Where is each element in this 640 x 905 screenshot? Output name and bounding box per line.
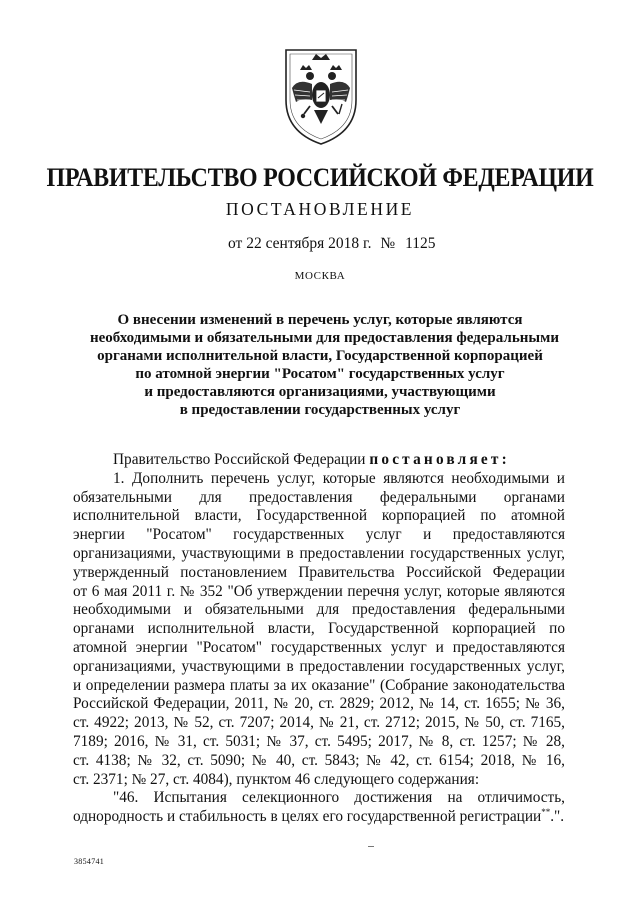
- government-name: ПРАВИТЕЛЬСТВО РОССИЙСКОЙ ФЕДЕРАЦИИ: [46, 163, 594, 192]
- body-line: организациями, участвующими в предоставлении государственных услуг,: [73, 657, 565, 675]
- title-line: органами исполнительной власти, Государственной корпорацией: [97, 348, 543, 364]
- body-line-final: [73, 808, 565, 827]
- body-line: 7189; 2016, № 31, ст. 5031; № 37, ст. 5495; 2017, № 8, ст. 1257; № 28,: [73, 732, 565, 750]
- title-line: и предоставляются организациями, участвующими: [144, 384, 496, 400]
- decree-body: [73, 451, 565, 827]
- document-type: ПОСТАНОВЛЕНИЕ: [225, 199, 415, 219]
- title-line: необходимыми и обязательными для предоставления федеральными: [90, 330, 559, 346]
- closing-quote: .".: [550, 808, 565, 826]
- document-code: 3854741: [74, 857, 105, 866]
- body-line: и определении размера платы за их оказание" (Собрание законодательства: [73, 676, 565, 694]
- footnote-mark: **: [541, 807, 551, 818]
- decree-title: [90, 311, 559, 419]
- date-line: [228, 235, 436, 253]
- body-line: ст. 4138; № 32, ст. 5090; № 40, ст. 5843; № 42, ст. 6154; 2018, № 16,: [73, 751, 565, 769]
- preamble-line: [73, 451, 565, 470]
- title-line: в предоставлении государственных услуг: [179, 402, 461, 418]
- body-line: ст. 2371; № 27, ст. 4084), пунктом 46 следующего содержания:: [73, 770, 480, 788]
- body-line: утвержденный постановлением Правительства Российской Федерации: [73, 563, 565, 581]
- decree-number: 1125: [405, 235, 436, 252]
- body-line: организациями, участвующими в предоставлении государственных услуг,: [73, 544, 565, 562]
- body-line: атомной энергии "Росатом" государственных услуг и предоставляются: [73, 638, 565, 656]
- body-line: однородность и стабильность в целях его государственной регистрации: [73, 808, 542, 826]
- body-line: энергии "Росатом" государственных услуг и предоставляются: [73, 526, 565, 544]
- body-line: обязательными для предоставления федеральными органами: [73, 488, 565, 506]
- body-line: 1. Дополнить перечень услуг, которые являются необходимыми и: [113, 469, 565, 487]
- number-sign: №: [380, 235, 396, 252]
- body-line: "46. Испытания селекционного достижения на отличимость,: [113, 789, 565, 807]
- body-line: ст. 4922; 2013, № 52, ст. 7207; 2014, № 21, ст. 2712; 2015, № 50, ст. 7165,: [73, 714, 565, 732]
- title-line: по атомной энергии "Росатом" государственных услуг: [135, 366, 505, 382]
- body-line: исполнительной власти, Государственной корпорацией по атомной: [73, 507, 565, 525]
- body-line: от 6 мая 2011 г. № 352 "Об утверждении перечня услуг, которые являются: [73, 582, 565, 600]
- coat-of-arms-emblem: [272, 40, 370, 148]
- body-line: необходимыми и обязательными для предоставления федеральными: [73, 601, 565, 619]
- preamble-text: Правительство Российской Федерации: [113, 451, 366, 468]
- page-dash-mark: [368, 846, 374, 847]
- city-name: МОСКВА: [294, 270, 346, 282]
- title-line: О внесении изменений в перечень услуг, которые являются: [117, 312, 523, 328]
- decree-date: от 22 сентября 2018 г.: [228, 235, 372, 252]
- body-line: органами исполнительной власти, Государственной корпорацией по: [73, 620, 565, 638]
- body-line: Российской Федерации, 2011, № 20, ст. 2829; 2012, № 14, ст. 1655; № 36,: [73, 695, 565, 713]
- preamble-verb: постановляет:: [369, 451, 510, 468]
